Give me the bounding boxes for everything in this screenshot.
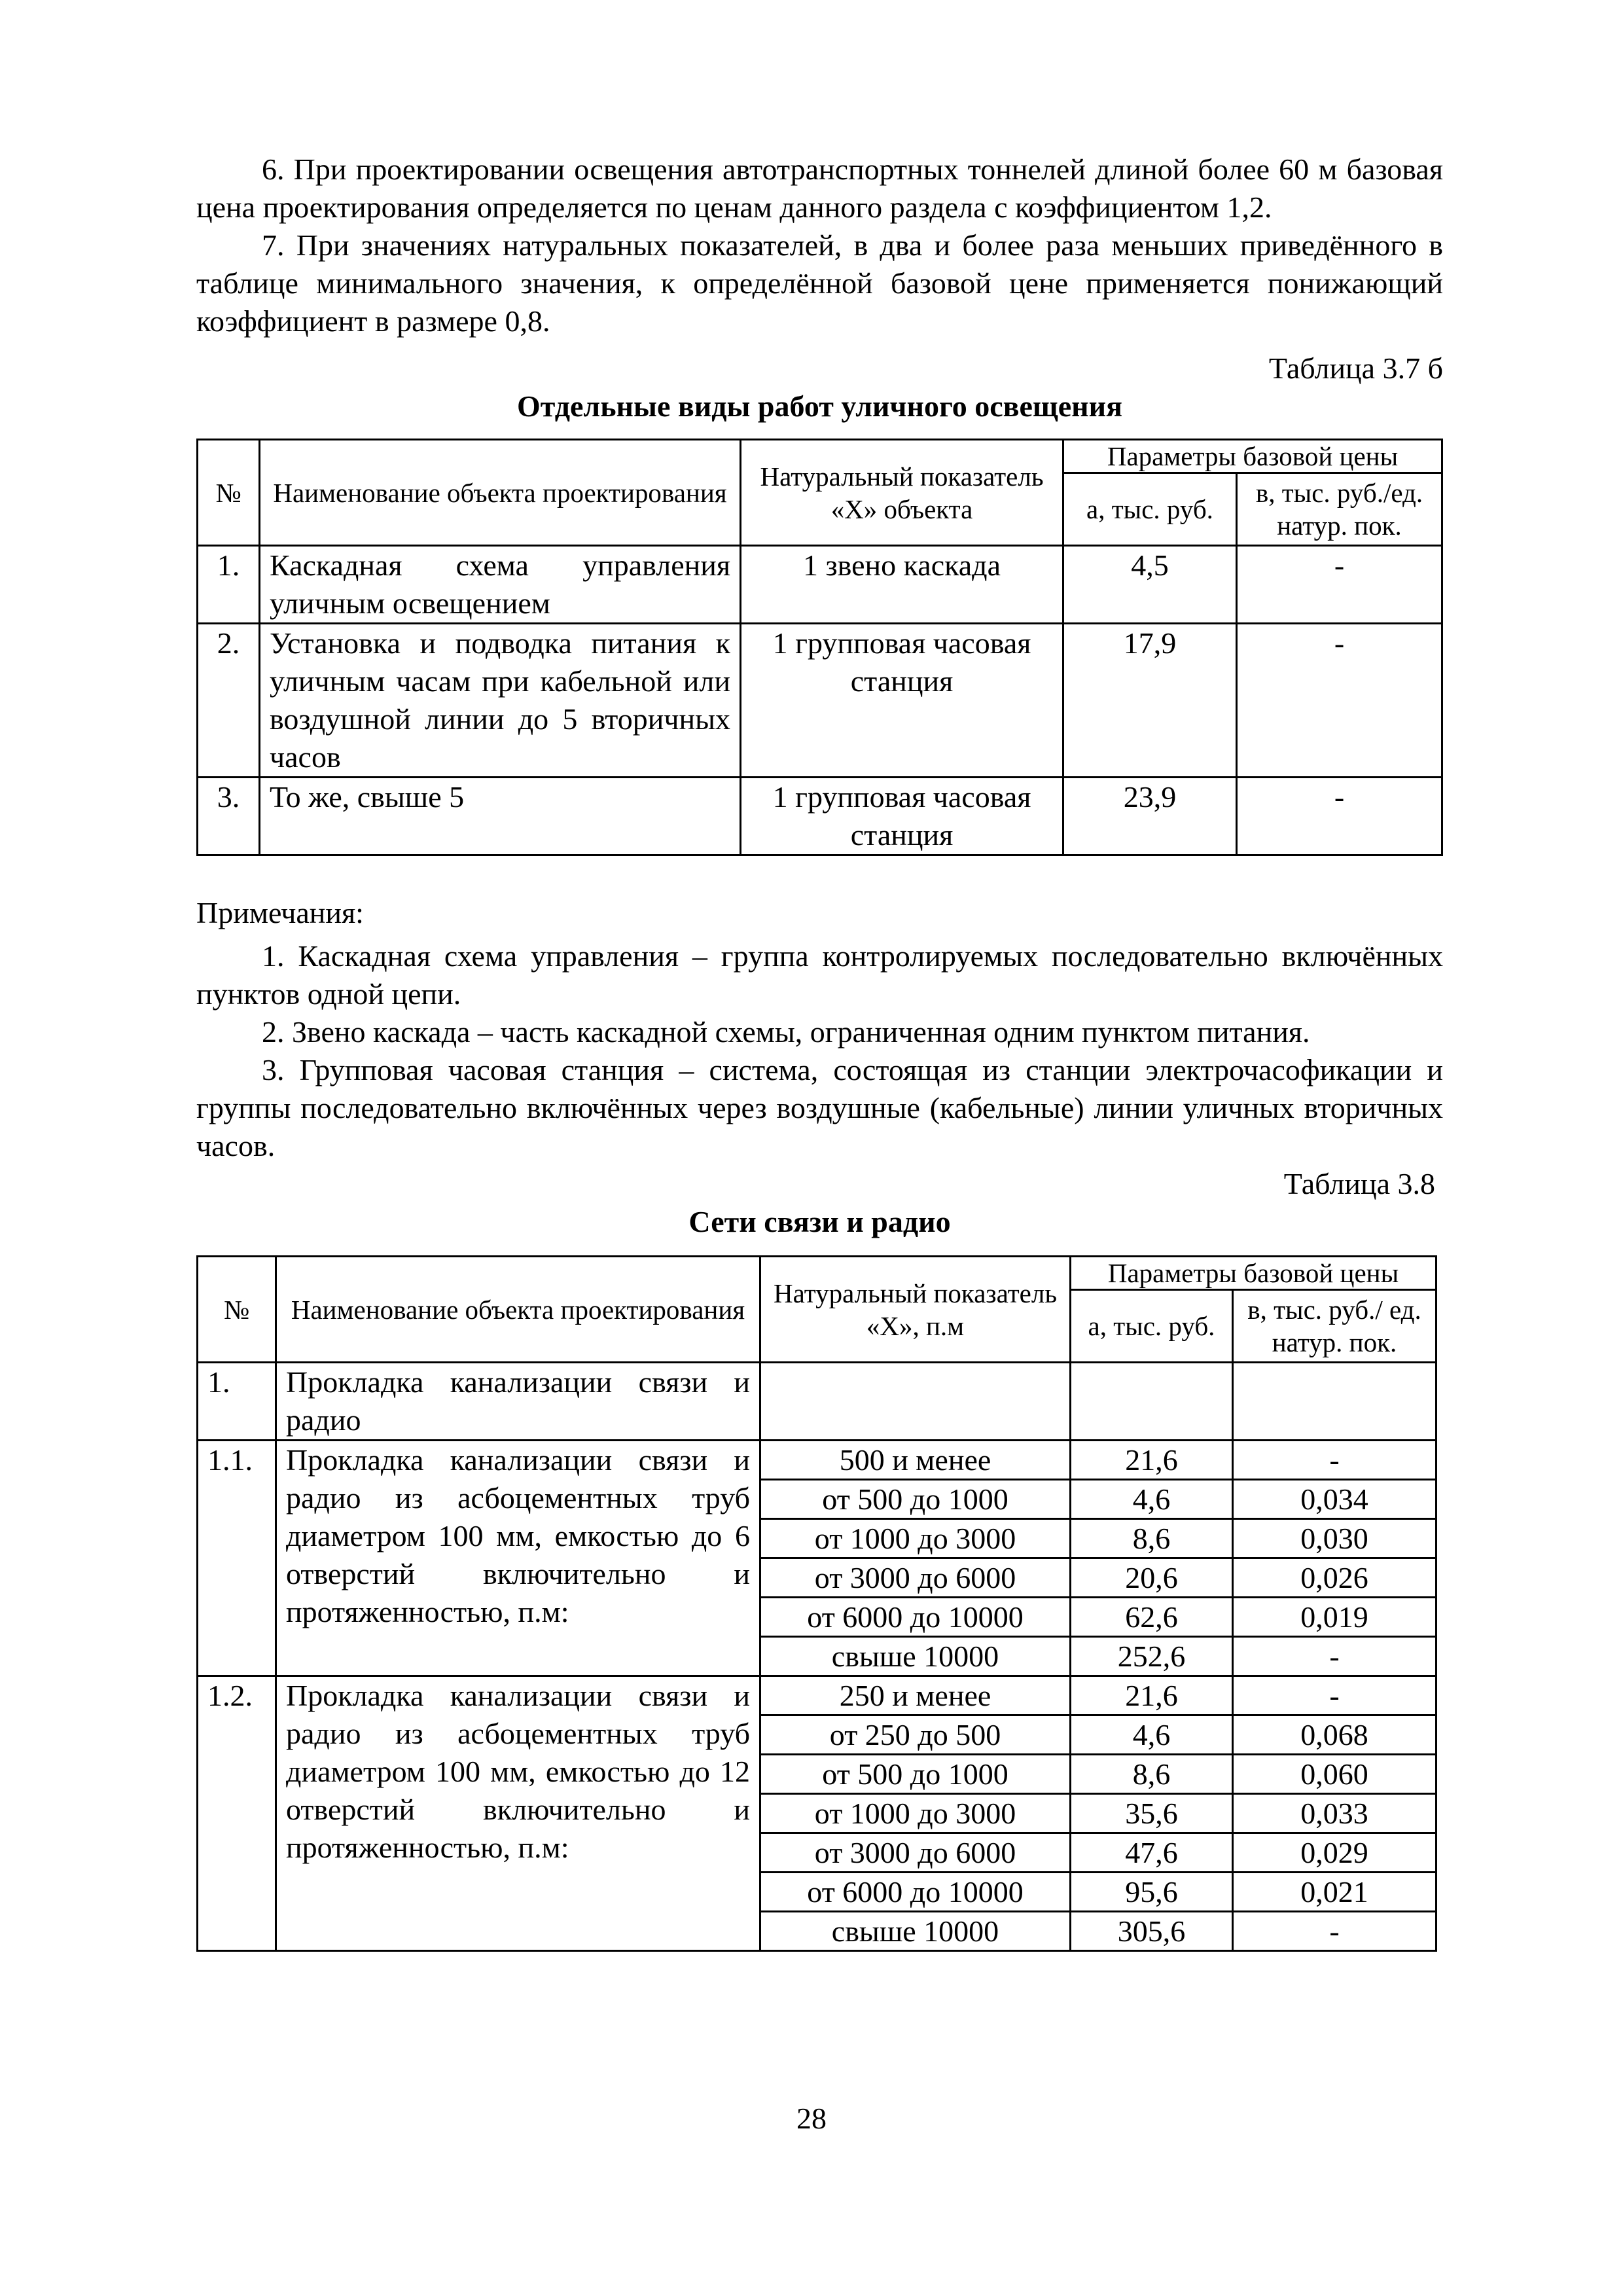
communication-networks-table bbox=[196, 1255, 1437, 1952]
row-b: 0,021 bbox=[1233, 1873, 1436, 1912]
table1-title: Отдельные виды работ уличного освещения bbox=[516, 389, 1123, 423]
row-a: 8,6 bbox=[1071, 1519, 1233, 1558]
page-number: 28 bbox=[796, 2102, 827, 2135]
row-natural: 250 и менее bbox=[760, 1676, 1071, 1715]
note-2: 2. Звено каскада – часть каскадной схемы, ограниченная одним пунктом питания. bbox=[262, 1015, 1310, 1049]
row-num: 1. bbox=[198, 1363, 276, 1441]
row-b: 0,019 bbox=[1233, 1598, 1436, 1637]
row-b: - bbox=[1237, 546, 1442, 624]
table-row bbox=[198, 1676, 1436, 1715]
note-1: 1. Каскадная схема управления – группа контролируемых последовательно включённых пунктов одной цепи. bbox=[196, 939, 1443, 1011]
header-num: № bbox=[198, 440, 260, 546]
row-name: Прокладка канализации связи и радио из асбоцементных труб диаметром 100 мм, емкостью до 6 отверстий включительно и протяженностью, п.м: bbox=[276, 1441, 760, 1676]
header-a: а, тыс. руб. bbox=[1071, 1290, 1233, 1363]
row-b: - bbox=[1237, 778, 1442, 855]
header-natural: Натуральный показатель «Х», п.м bbox=[760, 1257, 1071, 1363]
row-b: 0,026 bbox=[1233, 1558, 1436, 1598]
table1-label: Таблица 3.7 б bbox=[1268, 351, 1443, 385]
row-a: 305,6 bbox=[1071, 1912, 1233, 1951]
row-natural-empty bbox=[760, 1363, 1071, 1441]
row-b: - bbox=[1233, 1441, 1436, 1480]
row-natural: от 500 до 1000 bbox=[760, 1755, 1071, 1794]
row-b: - bbox=[1237, 624, 1442, 778]
table2-title: Сети связи и радио bbox=[688, 1205, 951, 1238]
notes-title: Примечания: bbox=[196, 896, 364, 929]
row-a: 252,6 bbox=[1071, 1637, 1233, 1676]
row-natural: от 500 до 1000 bbox=[760, 1480, 1071, 1519]
row-b: 0,068 bbox=[1233, 1715, 1436, 1755]
row-num: 1. bbox=[198, 546, 260, 624]
row-a: 21,6 bbox=[1071, 1676, 1233, 1715]
table-row bbox=[198, 546, 1442, 624]
header-b: в, тыс. руб./ед. натур. пок. bbox=[1237, 473, 1442, 546]
row-b-empty bbox=[1233, 1363, 1436, 1441]
row-a: 35,6 bbox=[1071, 1794, 1233, 1833]
row-name: То же, свыше 5 bbox=[260, 778, 741, 855]
row-b: 0,029 bbox=[1233, 1833, 1436, 1873]
row-natural: от 1000 до 3000 bbox=[760, 1519, 1071, 1558]
page-content bbox=[196, 151, 1443, 1952]
row-num: 2. bbox=[198, 624, 260, 778]
street-lighting-table bbox=[196, 439, 1443, 856]
row-b: 0,030 bbox=[1233, 1519, 1436, 1558]
row-b: - bbox=[1233, 1912, 1436, 1951]
row-name: Установка и подводка питания к уличным часам при кабельной или воздушной линии до 5 вторичных часов bbox=[260, 624, 741, 778]
header-params: Параметры базовой цены bbox=[1063, 440, 1442, 473]
paragraph-7: 7. При значениях натуральных показателей, в два и более раза меньших приведённого в таблице минимального значения, к определённой базовой цене применяется понижающий коэффициент в размере 0,8. bbox=[196, 228, 1443, 338]
header-name: Наименование объекта проектирования bbox=[260, 440, 741, 546]
row-natural: свыше 10000 bbox=[760, 1912, 1071, 1951]
row-a: 47,6 bbox=[1071, 1833, 1233, 1873]
row-a: 17,9 bbox=[1063, 624, 1237, 778]
note-3: 3. Групповая часовая станция – система, состоящая из станции электрочасофикации и группы последовательно включённых через воздушные (кабельные) линии уличных вторичных часов. bbox=[196, 1053, 1443, 1162]
row-b: 0,034 bbox=[1233, 1480, 1436, 1519]
row-a: 21,6 bbox=[1071, 1441, 1233, 1480]
row-a: 62,6 bbox=[1071, 1598, 1233, 1637]
row-a: 20,6 bbox=[1071, 1558, 1233, 1598]
row-a: 4,6 bbox=[1071, 1480, 1233, 1519]
row-natural: 1 звено каскада bbox=[741, 546, 1063, 624]
row-b: - bbox=[1233, 1637, 1436, 1676]
row-name: Каскадная схема управления уличным освещением bbox=[260, 546, 741, 624]
header-natural: Натуральный показатель «Х» объекта bbox=[741, 440, 1063, 546]
row-a: 95,6 bbox=[1071, 1873, 1233, 1912]
row-b: - bbox=[1233, 1676, 1436, 1715]
row-natural: от 250 до 500 bbox=[760, 1715, 1071, 1755]
table2-label: Таблица 3.8 bbox=[1283, 1167, 1435, 1200]
row-name: Прокладка канализации связи и радио bbox=[276, 1363, 760, 1441]
row-b: 0,060 bbox=[1233, 1755, 1436, 1794]
row-natural: 1 групповая часовая станция bbox=[741, 778, 1063, 855]
table-row bbox=[198, 624, 1442, 778]
row-natural: от 1000 до 3000 bbox=[760, 1794, 1071, 1833]
row-a: 23,9 bbox=[1063, 778, 1237, 855]
row-b: 0,033 bbox=[1233, 1794, 1436, 1833]
row-a-empty bbox=[1071, 1363, 1233, 1441]
table-row bbox=[198, 778, 1442, 855]
row-natural: свыше 10000 bbox=[760, 1637, 1071, 1676]
row-natural: 500 и менее bbox=[760, 1441, 1071, 1480]
paragraph-6: 6. При проектировании освещения автотранспортных тоннелей длиной более 60 м базовая цена проектирования определяется по ценам данного раздела с коэффициентом 1,2. bbox=[196, 152, 1443, 224]
row-num: 1.1. bbox=[198, 1441, 276, 1676]
row-num: 1.2. bbox=[198, 1676, 276, 1951]
header-a: а, тыс. руб. bbox=[1063, 473, 1237, 546]
header-name: Наименование объекта проектирования bbox=[276, 1257, 760, 1363]
header-b: в, тыс. руб./ ед. натур. пок. bbox=[1233, 1290, 1436, 1363]
row-natural: 1 групповая часовая станция bbox=[741, 624, 1063, 778]
header-params: Параметры базовой цены bbox=[1071, 1257, 1436, 1290]
row-natural: от 6000 до 10000 bbox=[760, 1873, 1071, 1912]
row-num: 3. bbox=[198, 778, 260, 855]
row-a: 4,5 bbox=[1063, 546, 1237, 624]
row-natural: от 6000 до 10000 bbox=[760, 1598, 1071, 1637]
row-a: 8,6 bbox=[1071, 1755, 1233, 1794]
row-natural: от 3000 до 6000 bbox=[760, 1833, 1071, 1873]
row-a: 4,6 bbox=[1071, 1715, 1233, 1755]
header-num: № bbox=[198, 1257, 276, 1363]
row-name: Прокладка канализации связи и радио из асбоцементных труб диаметром 100 мм, емкостью до 12 отверстий включительно и протяженностью, п.м: bbox=[276, 1676, 760, 1951]
row-natural: от 3000 до 6000 bbox=[760, 1558, 1071, 1598]
table-row bbox=[198, 1363, 1436, 1441]
table-row bbox=[198, 1441, 1436, 1480]
